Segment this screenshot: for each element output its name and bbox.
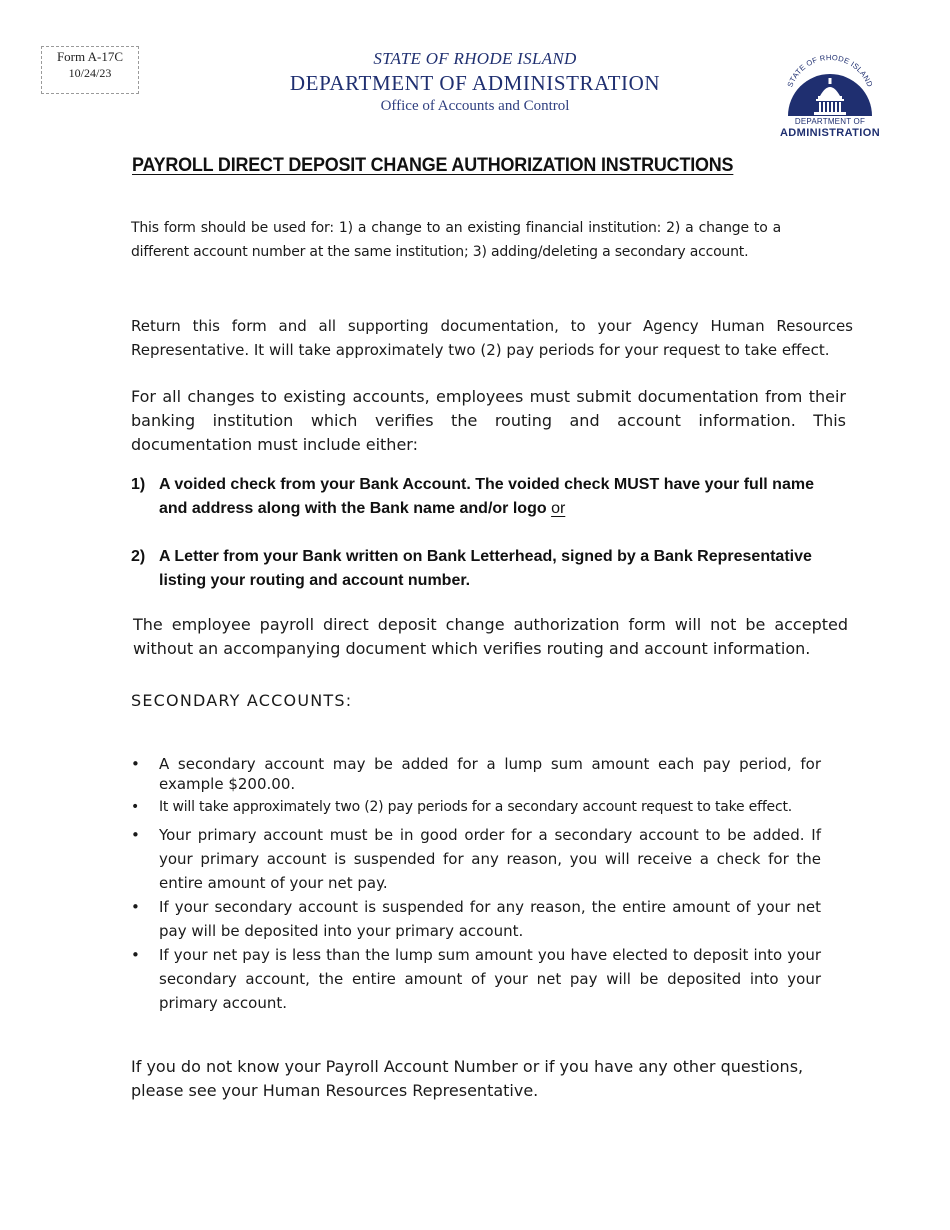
- usage-paragraph: This form should be used for: 1) a change to an existing financial institution: 2) a change to a different account number at the same institution; 3) adding/deleting a secondary account.: [131, 220, 781, 260]
- list-item-text: A secondary account may be added for a lump sum amount each pay period, for example $200.00.: [159, 755, 821, 793]
- requirement-text-body: A voided check from your Bank Account. The voided check MUST have your full name and address along with the Bank name and/or logo: [159, 476, 814, 517]
- bullet-icon: •: [131, 799, 140, 815]
- secondary-accounts-heading: SECONDARY ACCOUNTS:: [131, 691, 353, 710]
- bullet-icon: •: [131, 946, 140, 964]
- return-paragraph: Return this form and all supporting documentation, to your Agency Human Resources Representative. It will take approximately two (2) pay periods for your request to take effect.: [131, 317, 853, 359]
- form-date: 10/24/23: [68, 66, 112, 80]
- department-name: DEPARTMENT OF ADMINISTRATION: [289, 71, 661, 95]
- list-item-text: Your primary account must be in good order for a secondary account to be added. If your primary account is suspended for any reason, you will receive a check for the entire amount of your net pay.: [159, 826, 821, 892]
- requirement-or: or: [551, 500, 566, 517]
- form-number: Form A-17C: [56, 49, 124, 64]
- list-item: [131, 754, 821, 794]
- page-title: PAYROLL DIRECT DEPOSIT CHANGE AUTHORIZATION INSTRUCTIONS: [132, 154, 734, 176]
- documentation-paragraph: For all changes to existing accounts, employees must submit documentation from their banking institution which verifies the routing and account information. This documentation must include either:: [131, 387, 846, 454]
- seal-arc-text-path: STATE OF RHODE ISLAND: [785, 52, 875, 89]
- list-item-text: If your net pay is less than the lump sum amount you have elected to deposit into your secondary account, the entire amount of your net pay will be deposited into your primary account.: [159, 946, 821, 1012]
- list-item: [131, 798, 821, 817]
- bullet-icon: •: [131, 898, 140, 916]
- list-item: [131, 895, 821, 943]
- requirement-item-1: [131, 473, 831, 521]
- requirement-item-2: [131, 545, 831, 593]
- requirement-number: 1): [131, 476, 146, 493]
- questions-paragraph: If you do not know your Payroll Account Number or if you have any other questions, please see your Human Resources Representative.: [131, 1057, 804, 1100]
- list-item-text: It will take approximately two (2) pay periods for a secondary account request to take effect.: [159, 799, 793, 815]
- form-number-box: [41, 46, 139, 94]
- list-item: [131, 823, 821, 895]
- bullet-icon: •: [131, 755, 140, 773]
- requirement-text: A Letter from your Bank written on Bank Letterhead, signed by a Bank Representative listing your routing and account number.: [159, 548, 812, 589]
- seal-caption-administration: ADMINISTRATION: [779, 127, 881, 139]
- secondary-accounts-list: [131, 754, 821, 1015]
- not-accepted-paragraph: The employee payroll direct deposit change authorization form will not be accepted without an accompanying document which verifies routing and account information.: [133, 615, 848, 658]
- seal-caption-department: DEPARTMENT OF: [794, 117, 866, 126]
- requirement-number: 2): [131, 548, 146, 565]
- letterhead: [230, 48, 720, 116]
- office-name: Office of Accounts and Control: [380, 98, 570, 114]
- requirement-text: [159, 473, 831, 521]
- bullet-icon: •: [131, 826, 140, 844]
- list-item-text: If your secondary account is suspended for any reason, the entire amount of your net pay will be deposited into your primary account.: [159, 898, 821, 940]
- list-item: [131, 943, 821, 1015]
- state-name: STATE OF RHODE ISLAND: [373, 49, 577, 68]
